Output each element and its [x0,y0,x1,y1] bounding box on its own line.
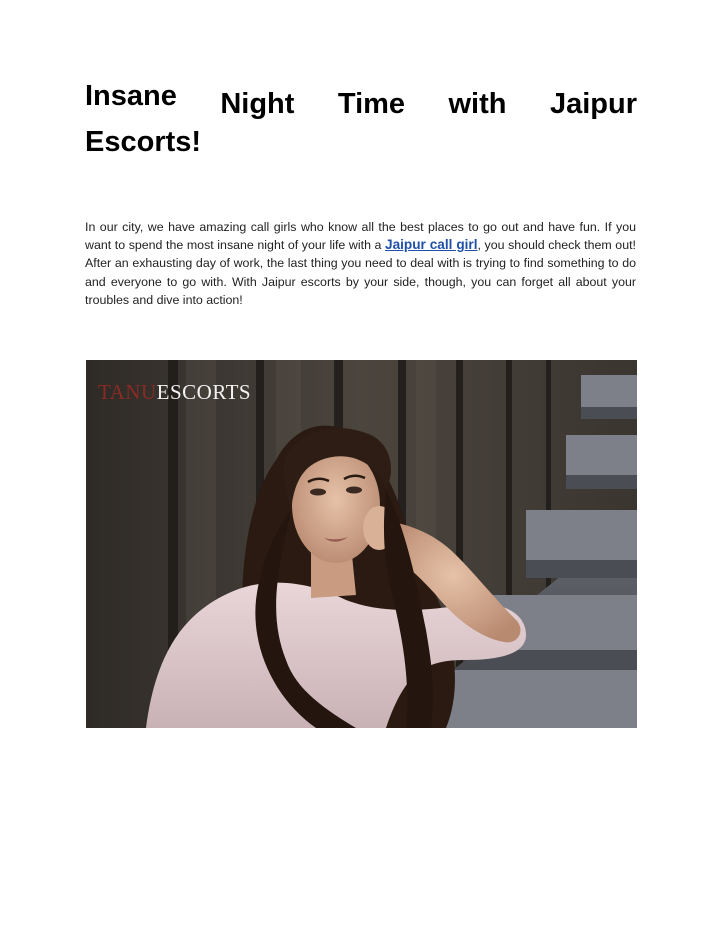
logo-part-2: ESCORTS [156,380,252,404]
title-line-2: Escorts! [85,126,202,158]
jaipur-call-girl-link[interactable]: Jaipur call girl [385,237,478,253]
title-word: Jaipur [549,88,637,120]
title-word: Night [220,88,295,120]
page-title [85,80,637,162]
hero-photo [86,360,637,728]
paragraph-text-end: , you should check them out! After an exhausting day of work, the last thing you need to deal with is trying to find something to do and everyone to go with. With Jaipur escorts by your side, though, you can forget all about your troubles and dive into action! [85,238,636,307]
paragraph-text-start: In our city, we have amazing call girls who know all the best places to go out and have fun. If you want to spend the most insane night of your life with a [85,220,636,253]
title-word: Time [337,88,406,120]
title-word: with [448,88,507,120]
logo-part-1: TANU [98,380,157,404]
escort-logo [98,382,251,403]
photo-illustration [86,360,637,728]
intro-paragraph [85,218,636,309]
title-word: Insane [85,80,177,112]
